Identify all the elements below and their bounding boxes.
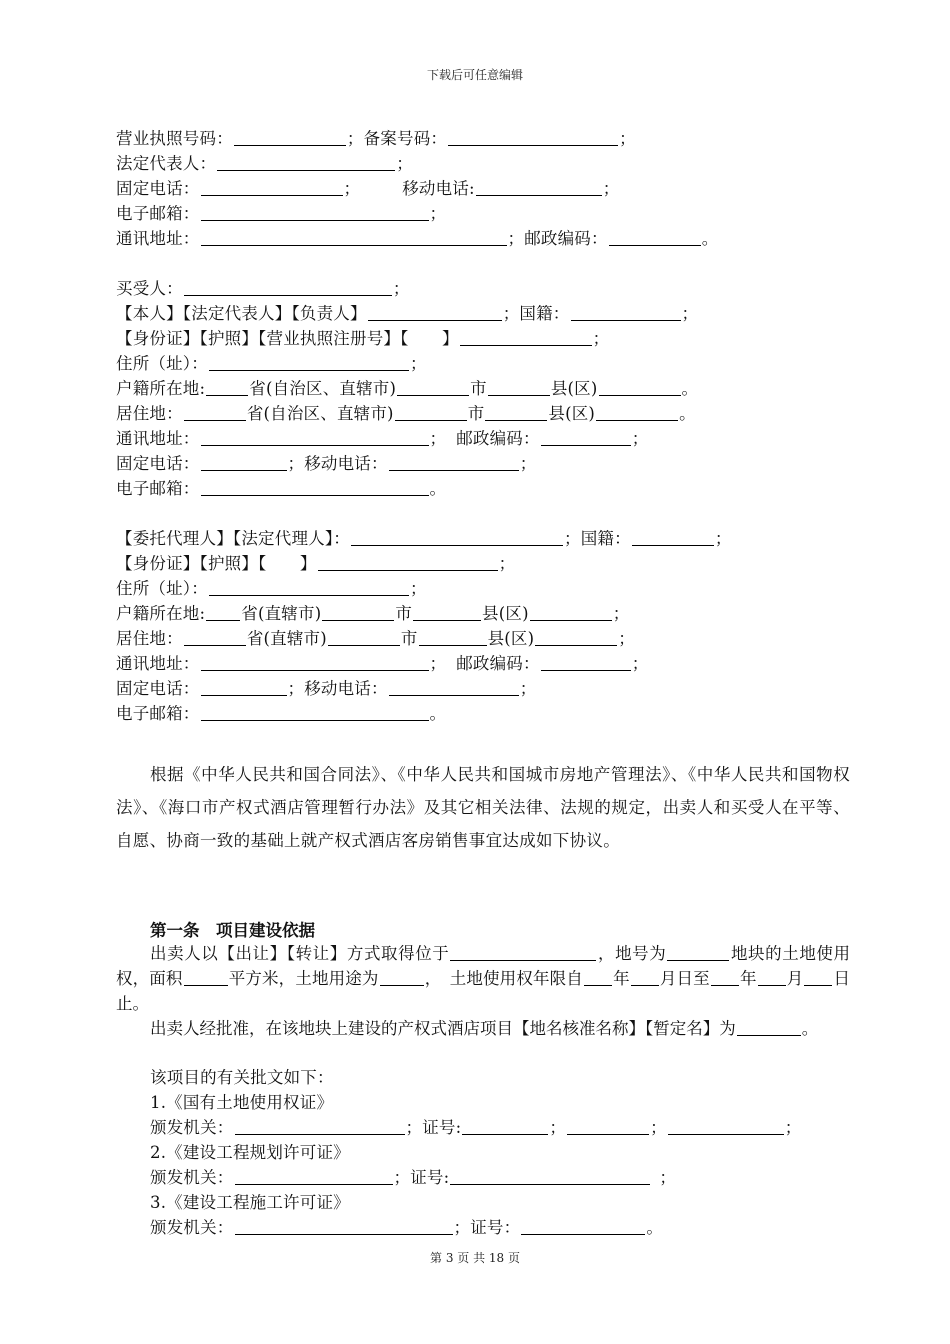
blank-field[interactable]	[206, 604, 240, 621]
text: 出卖人以【出让】【转让】方式取得位于	[150, 944, 450, 963]
blank-field[interactable]	[328, 629, 400, 646]
doc2-issuer-line	[150, 1167, 676, 1189]
punct: ；	[507, 229, 525, 248]
blank-field[interactable]	[450, 944, 596, 961]
blank-field[interactable]	[667, 944, 729, 961]
label: 市	[467, 404, 485, 423]
label: 住所（址）：	[116, 354, 208, 373]
blank-field[interactable]	[184, 279, 392, 296]
blank-field[interactable]	[322, 604, 394, 621]
blank-field[interactable]	[184, 404, 246, 421]
doc3-issuer-line	[150, 1217, 663, 1239]
label: 固定电话：	[116, 679, 200, 698]
punct: ；	[287, 454, 305, 473]
doc3-title: 3.《建设工程施工许可证》	[150, 1193, 350, 1212]
label: 邮政编码：	[456, 429, 540, 448]
text: 日止。	[116, 969, 851, 1013]
punct: ；	[519, 454, 537, 473]
label: 法定代表人：	[116, 154, 217, 173]
text: ， 土地使用权年限自	[424, 969, 583, 988]
label: 移动电话：	[304, 454, 388, 473]
punct: ；	[405, 1118, 423, 1137]
label: 通讯地址：	[116, 654, 200, 673]
blank-field[interactable]	[235, 1168, 393, 1185]
blank-field[interactable]	[389, 679, 519, 696]
punct: ；	[429, 204, 447, 223]
blank-field[interactable]	[571, 304, 681, 321]
punct: ；	[429, 654, 447, 673]
blank-field[interactable]	[389, 454, 519, 471]
punct: 。	[429, 704, 447, 723]
punct: ；	[549, 1118, 567, 1137]
buyer-phone-line	[116, 453, 536, 475]
label: 市	[395, 604, 413, 623]
blank-field[interactable]	[448, 129, 618, 146]
blank-field[interactable]	[488, 379, 550, 396]
buyer-address-line	[116, 428, 648, 450]
text: 。	[801, 1019, 819, 1038]
doc1-issuer-line	[150, 1117, 801, 1139]
buyer-household-line	[116, 378, 698, 400]
seller-license-line	[116, 128, 636, 150]
blank-field[interactable]	[201, 454, 287, 471]
label: 证号：	[470, 1218, 521, 1237]
page-header: 下载后可任意编辑	[426, 68, 523, 82]
article1-paragraph3: 该项目的有关批文如下：	[150, 1068, 334, 1087]
blank-field[interactable]	[419, 629, 487, 646]
punct: ；	[392, 279, 410, 298]
buyer-residence-line	[116, 353, 427, 375]
label: 移动电话：	[304, 679, 388, 698]
article1-paragraph2	[116, 1016, 850, 1041]
label: 户籍所在地:	[116, 379, 206, 398]
label: 省(直辖市)	[241, 604, 322, 623]
blank-field[interactable]	[535, 629, 617, 646]
blank-field[interactable]	[599, 379, 681, 396]
punct: ；	[519, 679, 537, 698]
label: 通讯地址：	[116, 429, 200, 448]
punct: ；	[618, 629, 635, 648]
blank-field[interactable]	[711, 969, 739, 986]
punct: ；	[714, 529, 732, 548]
punct: ；	[592, 329, 610, 348]
label: 邮政编码：	[524, 229, 608, 248]
blank-field[interactable]	[209, 354, 409, 371]
label: 省(自治区、直辖市)	[249, 379, 397, 398]
blank-field[interactable]	[737, 1019, 801, 1036]
blank-field[interactable]	[476, 179, 602, 196]
agent-household-line	[116, 603, 629, 625]
punct: ；	[681, 304, 699, 323]
label: 市	[400, 629, 418, 648]
blank-field[interactable]	[397, 379, 469, 396]
label: 营业执照号码：	[116, 129, 233, 148]
label: 县(区)	[548, 404, 596, 423]
seller-address-line	[116, 228, 718, 250]
agent-residence-line	[116, 578, 427, 600]
punct: ；	[631, 654, 649, 673]
blank-field[interactable]	[201, 654, 429, 671]
punct: ；	[659, 1168, 677, 1187]
punct: 。	[679, 404, 696, 423]
label: 县(区)	[482, 604, 529, 623]
punct: ；	[453, 1218, 471, 1237]
blank-field[interactable]	[541, 654, 631, 671]
buyer-line	[116, 278, 410, 300]
blank-field[interactable]	[631, 969, 659, 986]
text: ，地号为	[597, 944, 667, 963]
agent-phone-line	[116, 678, 536, 700]
punct: ；	[650, 1118, 667, 1137]
agent-dwelling-line	[116, 628, 635, 650]
blank-field[interactable]	[632, 529, 714, 546]
blank-field[interactable]	[758, 969, 786, 986]
punct: ；	[429, 429, 447, 448]
blank-field[interactable]	[235, 1118, 405, 1135]
seller-phone-line	[116, 178, 619, 200]
label: 电子邮箱：	[116, 479, 200, 498]
label: 国籍：	[580, 529, 631, 548]
blank-field[interactable]	[184, 629, 246, 646]
blank-field[interactable]	[201, 704, 429, 721]
text: 地块的土地使用权，面积	[116, 944, 851, 988]
blank-field[interactable]	[609, 229, 701, 246]
blank-field[interactable]	[413, 604, 481, 621]
agent-address-line	[116, 653, 648, 675]
label: 证号:	[422, 1118, 462, 1137]
label: 住所（址）：	[116, 579, 208, 598]
punct: ；	[564, 529, 581, 548]
label: 颁发机关：	[150, 1168, 234, 1187]
blank-field[interactable]	[584, 969, 612, 986]
label: 【委托代理人】【法定代理人】：	[116, 529, 350, 548]
punct: ；	[502, 304, 520, 323]
label: 固定电话：	[116, 454, 200, 473]
text: 月日至	[659, 969, 710, 988]
label: 市	[470, 379, 487, 398]
article1-title: 第一条 项目建设依据	[150, 921, 315, 940]
punct: 。	[429, 479, 447, 498]
label: 固定电话：	[116, 179, 200, 198]
blank-field[interactable]	[201, 429, 429, 446]
blank-field[interactable]	[380, 969, 424, 986]
blank-field[interactable]	[201, 204, 429, 221]
blank-field[interactable]	[460, 329, 592, 346]
blank-field[interactable]	[184, 969, 228, 986]
label: 通讯地址：	[116, 229, 200, 248]
label: 移动电话:	[402, 179, 475, 198]
label: 省(直辖市)	[246, 629, 327, 648]
label: 户籍所在地:	[116, 604, 206, 623]
punct: ；	[343, 179, 361, 198]
text: 平方米，土地用途为	[228, 969, 379, 988]
buyer-identity-line	[116, 303, 698, 325]
text: 出卖人经批准，在该地块上建设的产权式酒店项目【地名核准名称】【暂定名】为	[150, 1019, 736, 1038]
blank-field[interactable]	[804, 969, 832, 986]
blank-field[interactable]	[209, 579, 409, 596]
blank-field[interactable]	[596, 404, 678, 421]
label: 买受人：	[116, 279, 183, 298]
buyer-dwelling-line	[116, 403, 696, 425]
label: 【身份证】【护照】【营业执照注册号】【 】	[116, 329, 459, 348]
punct: ；	[409, 354, 427, 373]
punct: 。	[701, 229, 719, 248]
punct: ；	[498, 554, 516, 573]
label: 备案号码：	[363, 129, 448, 148]
buyer-email-line	[116, 478, 446, 500]
blank-field[interactable]	[235, 1218, 453, 1235]
label: 【本人】【法定代表人】【负责人】	[116, 304, 367, 323]
punct: ；	[602, 179, 620, 198]
label: 证号:	[410, 1168, 450, 1187]
blank-field[interactable]	[485, 404, 547, 421]
preamble-paragraph: 根据《中华人民共和国合同法》、《中华人民共和国城市房地产管理法》、《中华人民共和国物权法》、《海口市产权式酒店管理暂行办法》及其它相关法律、法规的规定，出卖人和买受人在平等、自愿、协商一致的基础上就产权式酒店客房销售事宜达成如下协议。	[116, 765, 850, 850]
page-footer: 第 3 页 共 18 页	[430, 1251, 520, 1265]
blank-field[interactable]	[530, 604, 612, 621]
punct: ；	[396, 154, 413, 173]
punct: 。	[681, 379, 699, 398]
label: 电子邮箱：	[116, 204, 200, 223]
blank-field[interactable]	[541, 429, 631, 446]
doc1-title: 1.《国有土地使用权证》	[150, 1093, 334, 1112]
blank-field[interactable]	[351, 529, 563, 546]
label: 省(自治区、直辖市)	[246, 404, 394, 423]
agent-id-line	[116, 553, 515, 575]
blank-field[interactable]	[217, 154, 395, 171]
blank-field[interactable]	[206, 379, 248, 396]
label: 县(区)	[487, 629, 535, 648]
text: 月	[786, 969, 804, 988]
seller-email-line	[116, 203, 446, 225]
blank-field[interactable]	[318, 554, 498, 571]
doc2-title: 2.《建设工程规划许可证》	[150, 1143, 350, 1162]
label: 邮政编码：	[456, 654, 540, 673]
label: 县(区)	[550, 379, 598, 398]
label: 【身份证】【护照】【 】	[116, 554, 317, 573]
blank-field[interactable]	[201, 229, 507, 246]
blank-field[interactable]	[450, 1168, 650, 1185]
blank-field[interactable]	[368, 304, 502, 321]
punct: ；	[784, 1118, 802, 1137]
blank-field[interactable]	[668, 1118, 784, 1135]
punct: ；	[393, 1168, 411, 1187]
punct: ；	[287, 679, 305, 698]
punct: ；	[409, 579, 427, 598]
punct: ；	[612, 604, 630, 623]
seller-legal-rep-line	[116, 153, 413, 175]
punct: ；	[631, 429, 649, 448]
text: 年	[612, 969, 630, 988]
blank-field[interactable]	[201, 179, 343, 196]
label: 居住地：	[116, 404, 183, 423]
agent-line	[116, 528, 732, 550]
blank-field[interactable]	[201, 679, 287, 696]
blank-field[interactable]	[462, 1118, 548, 1135]
label: 居住地：	[116, 629, 183, 648]
text: 年	[739, 969, 757, 988]
blank-field[interactable]	[234, 129, 346, 146]
label: 国籍：	[519, 304, 570, 323]
blank-field[interactable]	[395, 404, 467, 421]
article1-paragraph1	[116, 941, 850, 1016]
label: 颁发机关：	[150, 1118, 234, 1137]
blank-field[interactable]	[521, 1218, 645, 1235]
label: 颁发机关：	[150, 1218, 234, 1237]
agent-email-line	[116, 703, 446, 725]
punct: ；	[619, 129, 636, 148]
punct: ；	[346, 129, 364, 148]
punct: 。	[646, 1218, 664, 1237]
blank-field[interactable]	[201, 479, 429, 496]
buyer-id-line	[116, 328, 609, 350]
blank-field[interactable]	[567, 1118, 649, 1135]
label: 电子邮箱：	[116, 704, 200, 723]
